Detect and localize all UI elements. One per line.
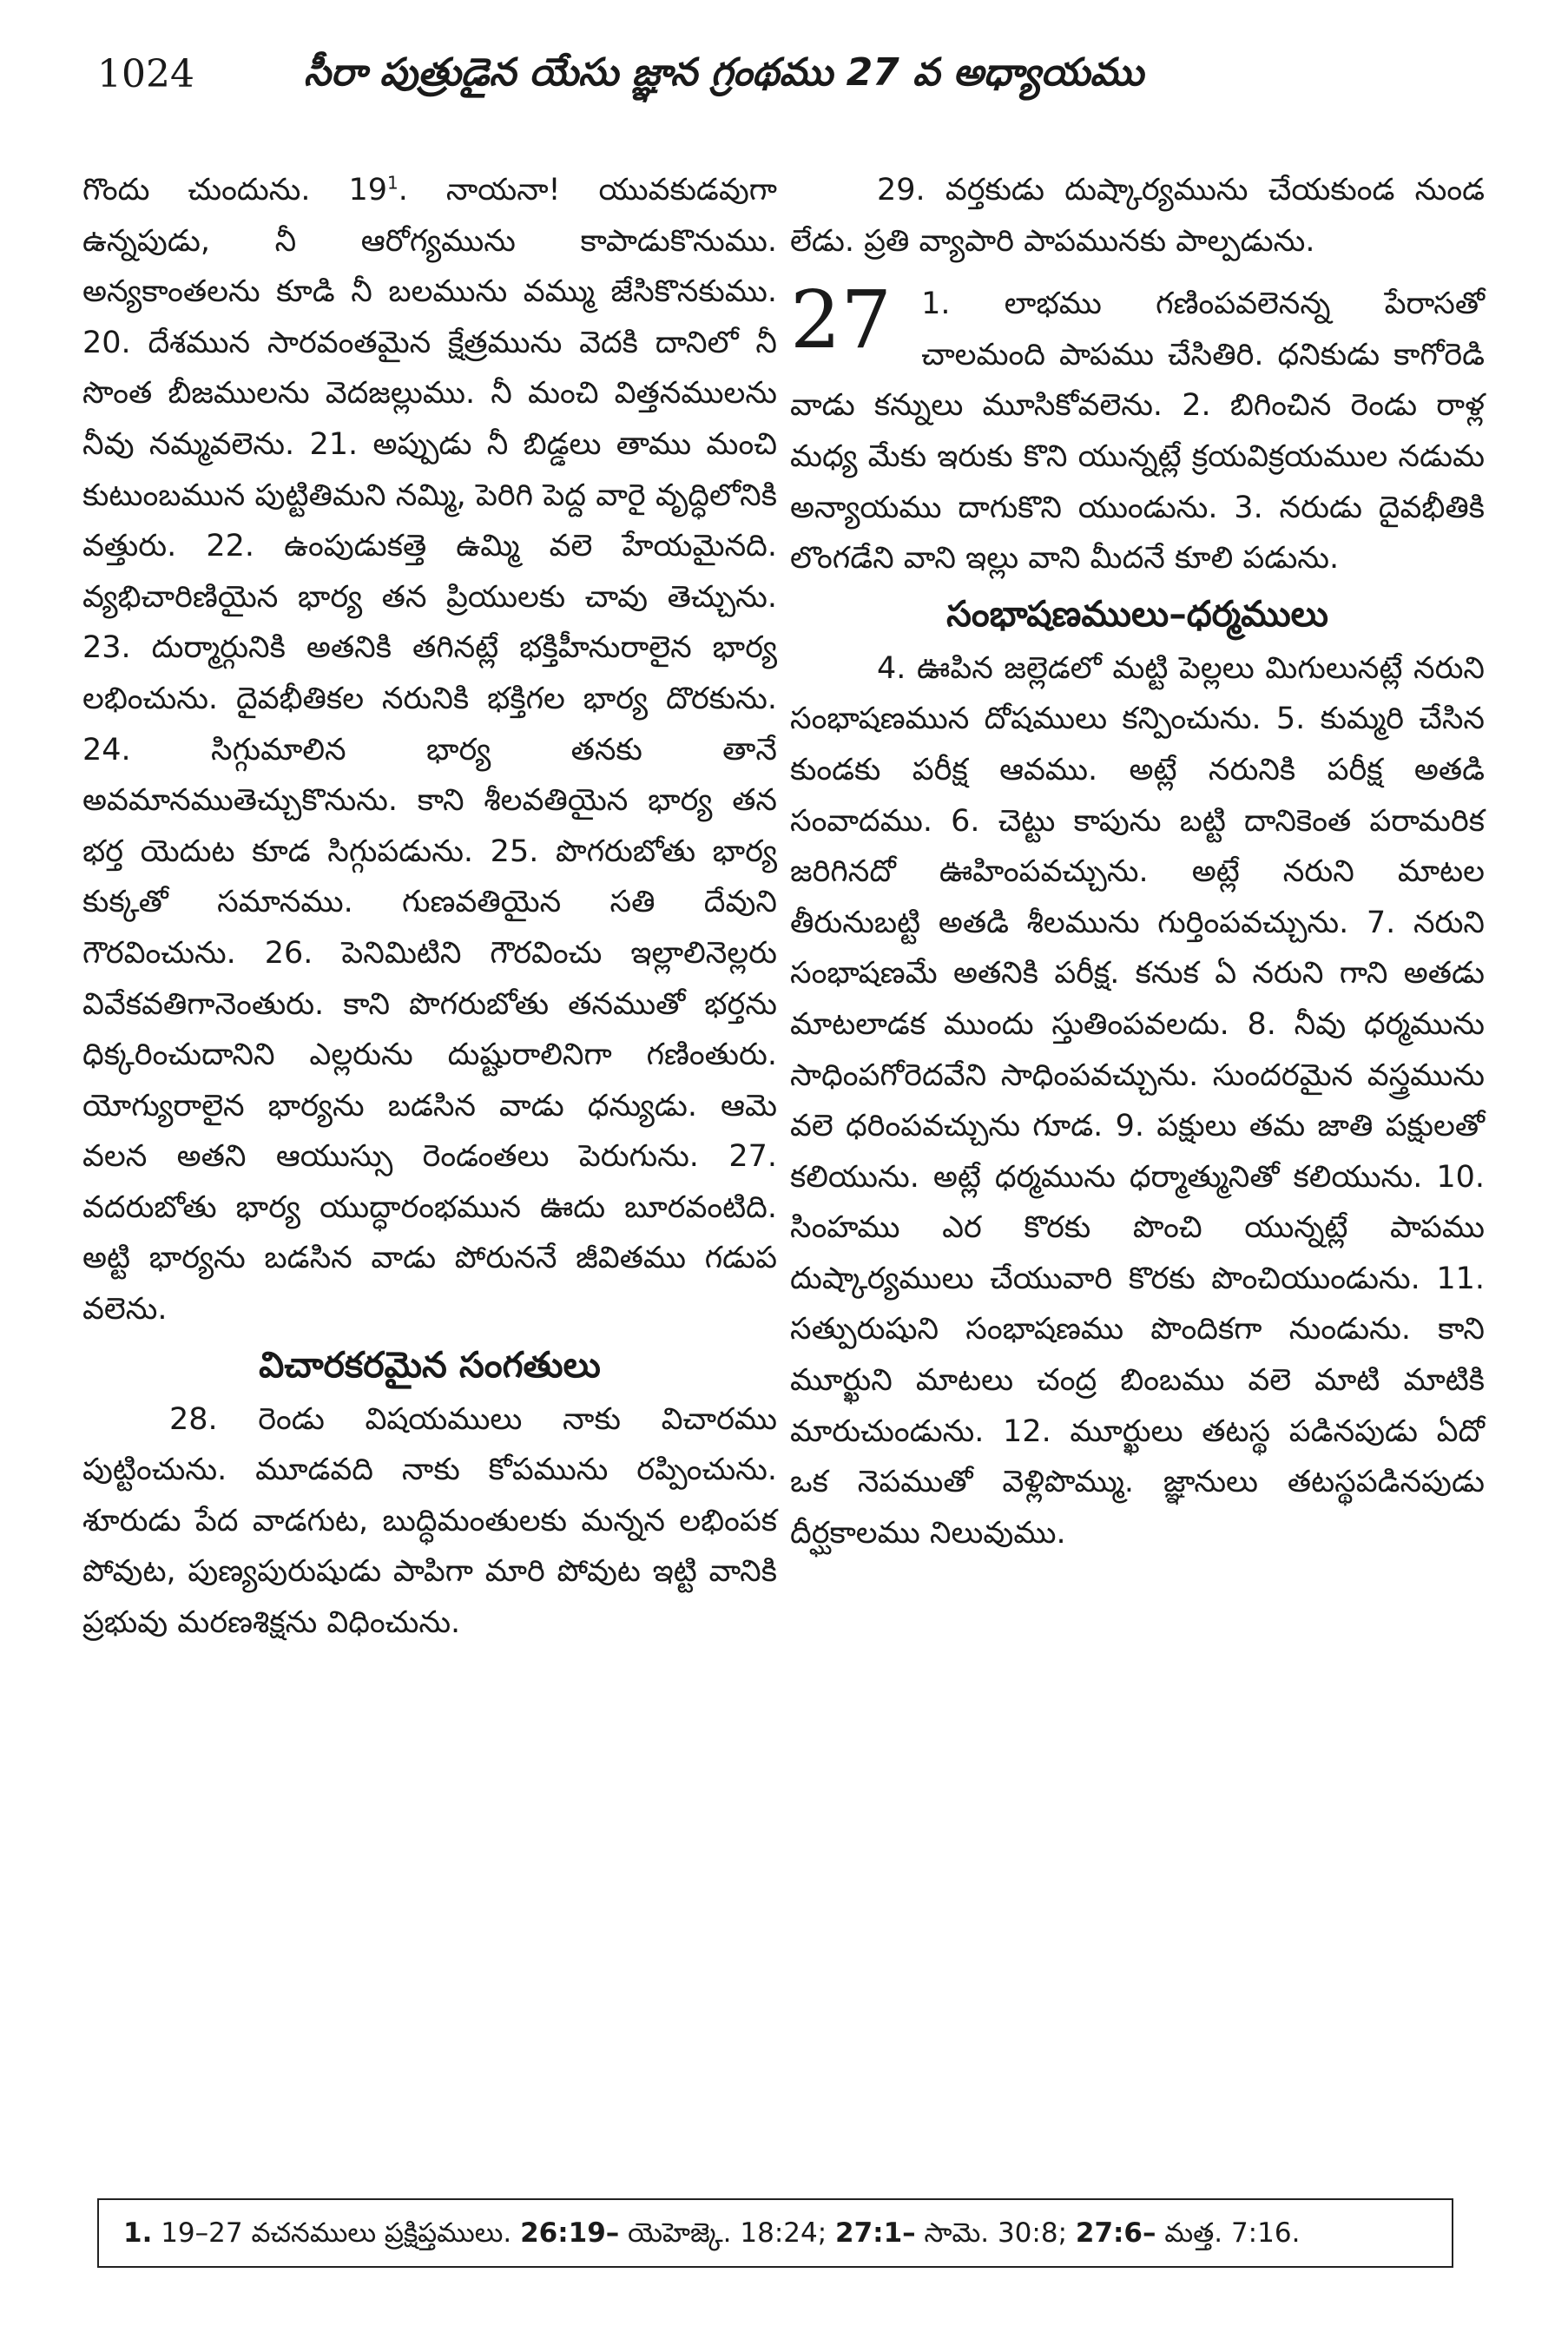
section-heading-left: విచారకరమైన సంగతులు	[259, 1343, 601, 1386]
footnote-ref: 27:1–	[835, 2217, 916, 2249]
footnote-marker: 1.	[123, 2217, 153, 2249]
left-paragraph-1: గొందు చుందును. $19^1$. నాయనా! యువకుడవుగా ఉన్నపుడు, నీ ఆరోగ్యమును కాపాడుకొనుము. అన్యకాంతలను కూడి నీ బలమును వమ్ము జేసికొనకుము. 20. దేశమున సారవంతమైన క్షేత్రమును వెదకి దానిలో నీ సొంత బీజములను వెదజల్లుము. నీ మంచి విత్తనములను నీవు నమ్మవలెను. 21. అప్పుడు నీ బిడ్డలు తాము మంచి కుటుంబమున పుట్టితిమని నమ్మి, పెరిగి పెద్ద వారై వృద్ధిలోనికి వత్తురు. 22. ఉంపుడుకత్తె ఉమ్మి వలె హేయమైనది. వ్యభిచారిణియైన భార్య తన ప్రియులకు చావు తెచ్చును. 23. దుర్మార్గునికి అతనికి తగినట్లే భక్తిహీనురాలైన భార్య లభించును. దైవభీతికల నరునికి భక్తిగల భార్య దొరకును. 24. సిగ్గుమాలిన భార్య తనకు తానే అవమానముతెచ్చుకొనును. కాని శీలవతియైన భార్య తన భర్త యెదుట కూడ సిగ్గుపడును. 25. పొగరుబోతు భార్య కుక్కతో సమానము. గుణవతియైన సతి దేవుని గౌరవించును. 26. పెనిమిటిని గౌరవించు ఇల్లాలినెల్లరు వివేకవతిగానెంతురు. కాని పొగరుబోతు తనముతో భర్తను ధిక్కరించుదానిని ఎల్లరును దుష్టురాలినిగా గణింతురు. యోగ్యురాలైన భార్యను బడసిన వాడు ధన్యుడు. ఆమె వలన అతని ఆయుస్సు రెండంతలు పెరుగును. 27. వదరుబోతు భార్య యుద్ధారంభమున ఊదు బూరవంటిది. అట్టి భార్యను బడసిన వాడు పోరుననే జీవితము గడుప వలెను.	[82, 172, 777, 1328]
running-title: సీరా పుత్రుడైన యేసు జ్ఞాన గ్రంథము 27 వ అధ్యాయము	[304, 50, 1144, 95]
right-paragraph-1: 29. వర్తకుడు దుష్కార్యమును చేయకుండ నుండ లేడు. ప్రతి వ్యాపారి పాపమునకు పాల్పడును.	[790, 173, 1485, 259]
chapter-block	[790, 273, 1485, 584]
page-header	[97, 45, 1469, 106]
page-number: 1024	[97, 52, 194, 96]
left-paragraph-2: 28. రెండు విషయములు నాకు విచారము పుట్టించును. మూడవది నాకు కోపమును రప్పించును. శూరుడు పేద వాడగుట, బుద్ధిమంతులకు మన్నన లభింపక పోవుట, పుణ్యపురుషుడు పాపిగా మారి పోవుట ఇట్టి వానికి ప్రభువు మరణశిక్షను విధించును.	[82, 1401, 777, 1641]
footnote-ref-sup: 1	[387, 172, 399, 194]
footnote-ref: 27:6–	[1075, 2217, 1156, 2249]
right-paragraph-2: 1. లాభము గణింపవలెనన్న పేరాసతో చాలమంది పాపము చేసితిరి. ధనికుడు కాగోరెడి వాడు కన్నులు మూసికోవలెను. 2. బిగించిన రెండు రాళ్ల మధ్య మేకు ఇరుకు కొని యున్నట్లే క్రయవిక్రయముల నడుమ అన్యాయము దాగుకొని యుండును. 3. నరుడు దైవభీతికి లొంగడేని వాని ఇల్లు వాని మీదనే కూలి పడును.	[790, 287, 1485, 576]
footnote-box: 1. 19–27 వచనములు ప్రక్షిప్తములు. 26:19– యెహెజ్కె. 18:24; 27:1– సామె. 30:8; 27:6– మత్త. 7:16.	[97, 2198, 1453, 2268]
footnote-ref: 26:19–	[520, 2217, 620, 2249]
section-heading-right: సంభాషణములు–ధర్మములు	[946, 592, 1328, 635]
left-column	[82, 165, 777, 1649]
right-paragraph-3: 4. ఊపిన జల్లెడలో మట్టి పెల్లలు మిగులునట్లే నరుని సంభాషణమున దోషములు కన్పించును. 5. కుమ్మరి చేసిన కుండకు పరీక్ష ఆవము. అట్లే నరునికి పరీక్ష అతడి సంవాదము. 6. చెట్టు కాపును బట్టి దానికెంత పరామరిక జరిగినదో ఊహింపవచ్చును. అట్లే నరుని మాటల తీరునుబట్టి అతడి శీలమును గుర్తింపవచ్చును. 7. నరుని సంభాషణమే అతనికి పరీక్ష. కనుక ఏ నరుని గాని అతడు మాటలాడక ముందు స్తుతింపవలదు. 8. నీవు ధర్మమును సాధింపగోరెదవేని సాధింపవచ్చును. సుందరమైన వస్త్రమును వలె ధరింపవచ్చును గూడ. 9. పక్షులు తమ జాతి పక్షులతో కలియును. అట్లే ధర్మమును ధర్మాత్మునితో కలియును. 10. సింహము ఎర కొరకు పొంచి యున్నట్లే పాపము దుష్కార్యములు చేయువారి కొరకు పొంచియుండును. 11. సత్పురుషుని సంభాషణము పొందికగా నుండును. కాని మూర్ఖుని మాటలు చంద్ర బింబము వలె మాటి మాటికి మారుచుండును. 12. మూర్ఖులు తటస్థ పడినపుడు ఏదో ఒక నెపముతో వెళ్లిపొమ్ము. జ్ఞానులు తటస్థపడినపుడు దీర్ఘకాలము నిలువుము.	[790, 650, 1485, 1551]
right-column	[790, 165, 1485, 1558]
chapter-number: 27	[790, 273, 893, 367]
